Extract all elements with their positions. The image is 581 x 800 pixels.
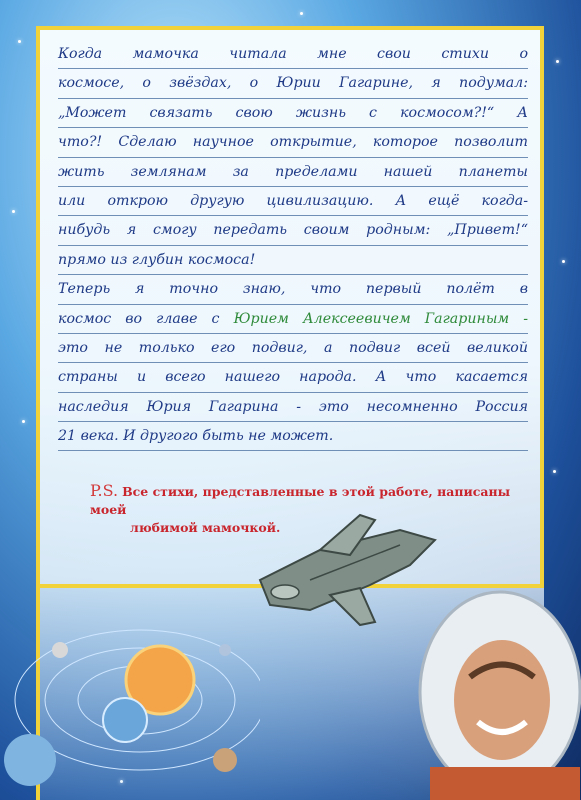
essay-line: что?! Сделаю научное открытие, которое позволит [58, 128, 528, 157]
cosmonaut-portrait [410, 582, 581, 800]
essay-line: Теперь я точно знаю, что первый полёт в [58, 275, 528, 304]
essay-line: космосе, о звёздах, о Юрии Гагарине, я подумал: [58, 69, 528, 98]
essay-line: Когда мамочка читала мне свои стихи о [58, 40, 528, 69]
essay-line-start: космос во главе с [58, 310, 220, 327]
gagarin-name-highlight: Юрием Алексеевичем Гагариным - [233, 310, 528, 327]
essay-line: наследия Юрия Гагарина - это несомненно Россия [58, 393, 528, 422]
essay-line: „Может связать свою жизнь с космосом?!“ А [58, 99, 528, 128]
ps-text-line2: любимой мамочкой. [130, 520, 281, 535]
ps-label: P.S. [90, 481, 119, 500]
essay-line: или открою другую цивилизацию. А ещё когда- [58, 187, 528, 216]
essay-line: страны и всего нашего народа. А что касается [58, 363, 528, 392]
ps-text-line1: Все стихи, представленные в этой работе, написаны моей [90, 484, 511, 517]
essay-line: нибудь я смогу передать своим родным: „Привет!“ [58, 216, 528, 245]
solar-system-illustration [0, 610, 260, 800]
essay-line: это не только его подвиг, а подвиг всей великой [58, 334, 528, 363]
essay-line: жить землянам за пределами нашей планеты [58, 158, 528, 187]
essay-line: прямо из глубин космоса! [58, 246, 528, 275]
essay-line-with-name [58, 305, 528, 334]
essay-line: 21 века. И другого быть не может. [58, 422, 528, 451]
handwritten-essay [58, 40, 528, 451]
